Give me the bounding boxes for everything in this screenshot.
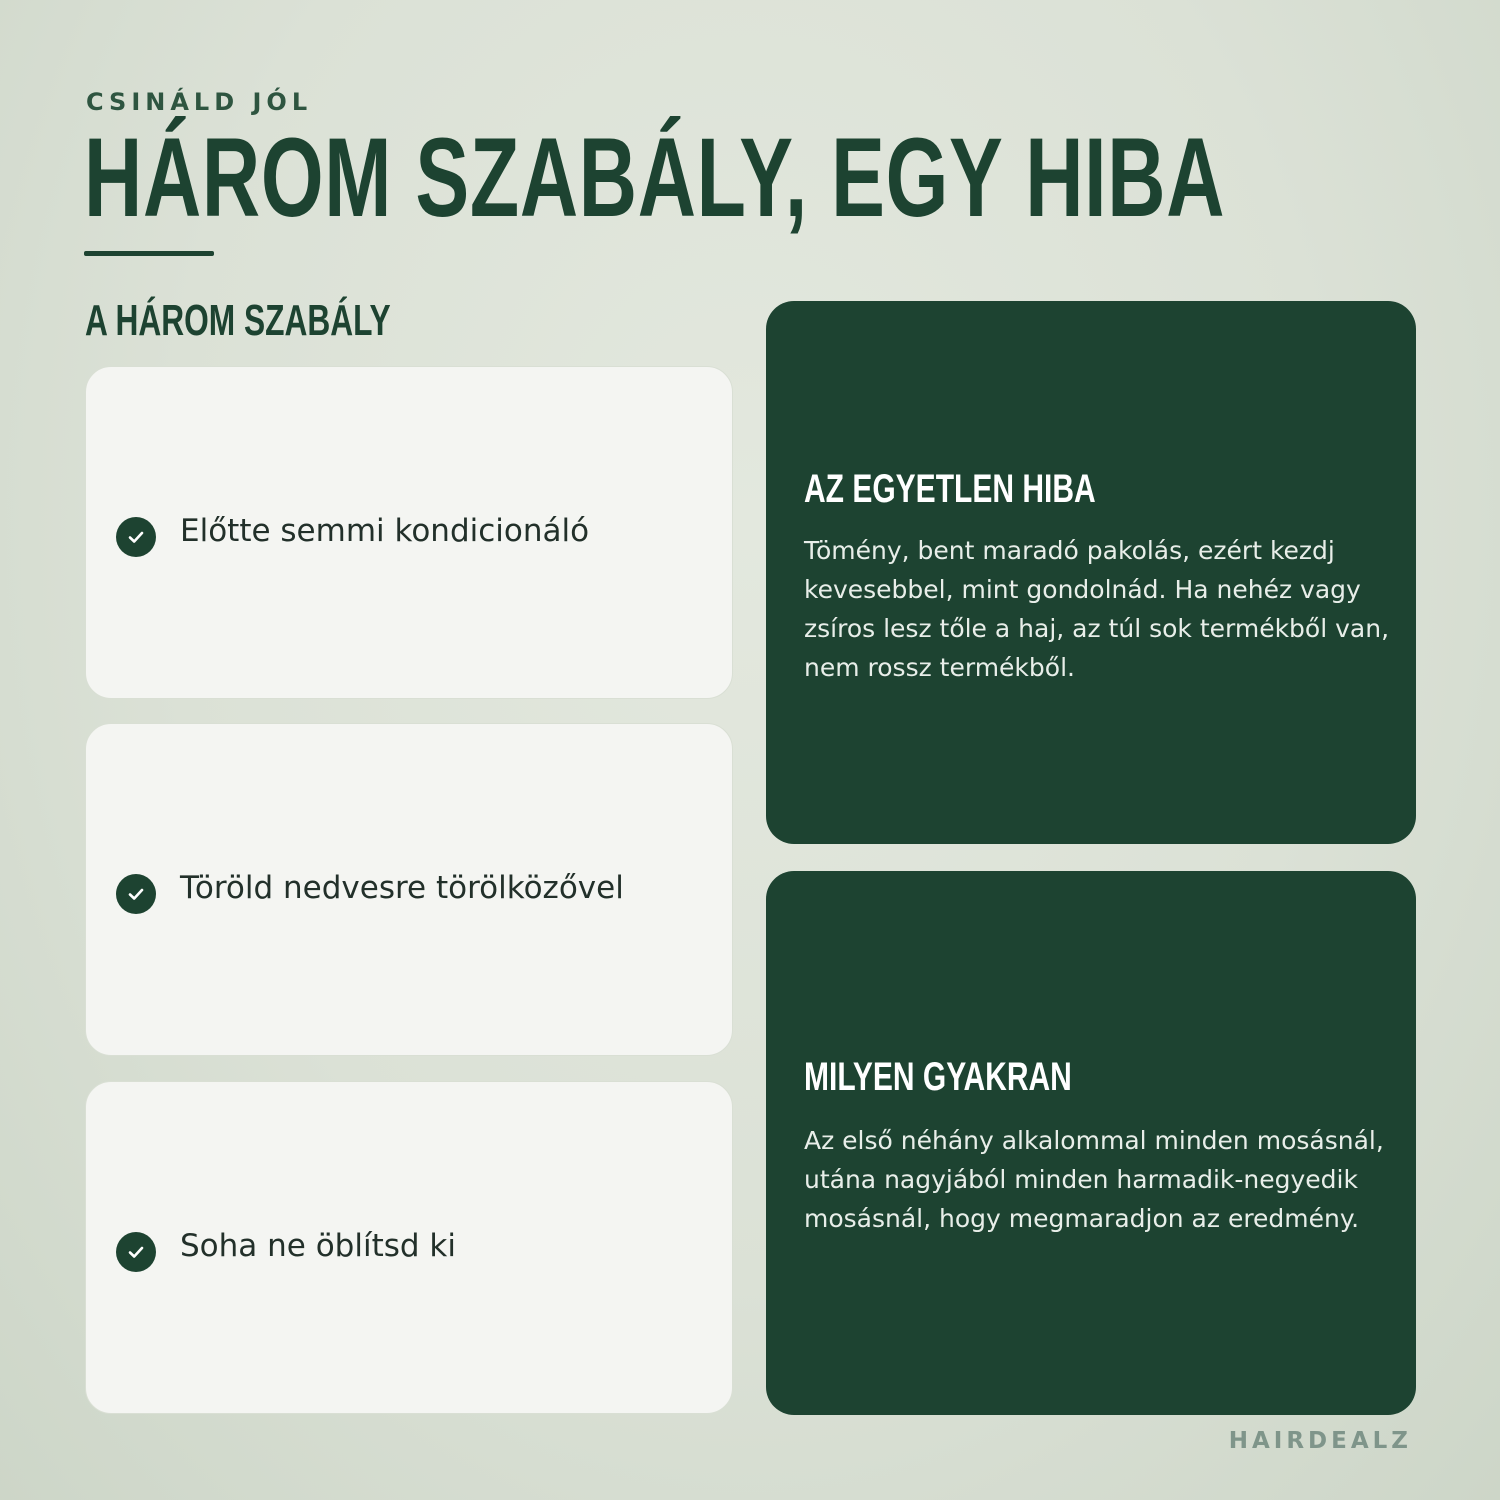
frequency-heading: MILYEN GYAKRAN [804, 1055, 1072, 1099]
rule-card [85, 366, 733, 699]
rules-heading: A HÁROM SZABÁLY [85, 296, 391, 345]
mistake-card [766, 301, 1416, 844]
check-circle-icon [116, 874, 156, 914]
mistake-body: Tömény, bent maradó pakolás, ezért kezdj kevesebbel, mint gondolnád. Ha nehéz vagy zsíros lesz tőle a haj, az túl sok termékből van, nem rossz termékből. [804, 536, 1390, 682]
frequency-card [766, 871, 1416, 1415]
rule-card [85, 1081, 733, 1414]
mistake-heading: AZ EGYETLEN HIBA [804, 467, 1096, 511]
frequency-body: Az első néhány alkalommal minden mosásnál, utána nagyjából minden harmadik-negyedik mosásnál, hogy megmaradjon az eredmény. [804, 1126, 1384, 1233]
rule-text: Töröld nedvesre törölközővel [180, 870, 624, 906]
check-circle-icon [116, 517, 156, 557]
eyebrow-label: CSINÁLD JÓL [86, 88, 313, 116]
title-underline [84, 251, 214, 256]
check-circle-icon [116, 1232, 156, 1272]
rule-text: Előtte semmi kondicionáló [180, 513, 590, 549]
rule-text: Soha ne öblítsd ki [180, 1228, 456, 1264]
brand-wordmark: HAIRDEALZ [1228, 1428, 1412, 1454]
rule-card [85, 723, 733, 1056]
page-title: HÁROM SZABÁLY, EGY HIBA [84, 115, 1226, 240]
